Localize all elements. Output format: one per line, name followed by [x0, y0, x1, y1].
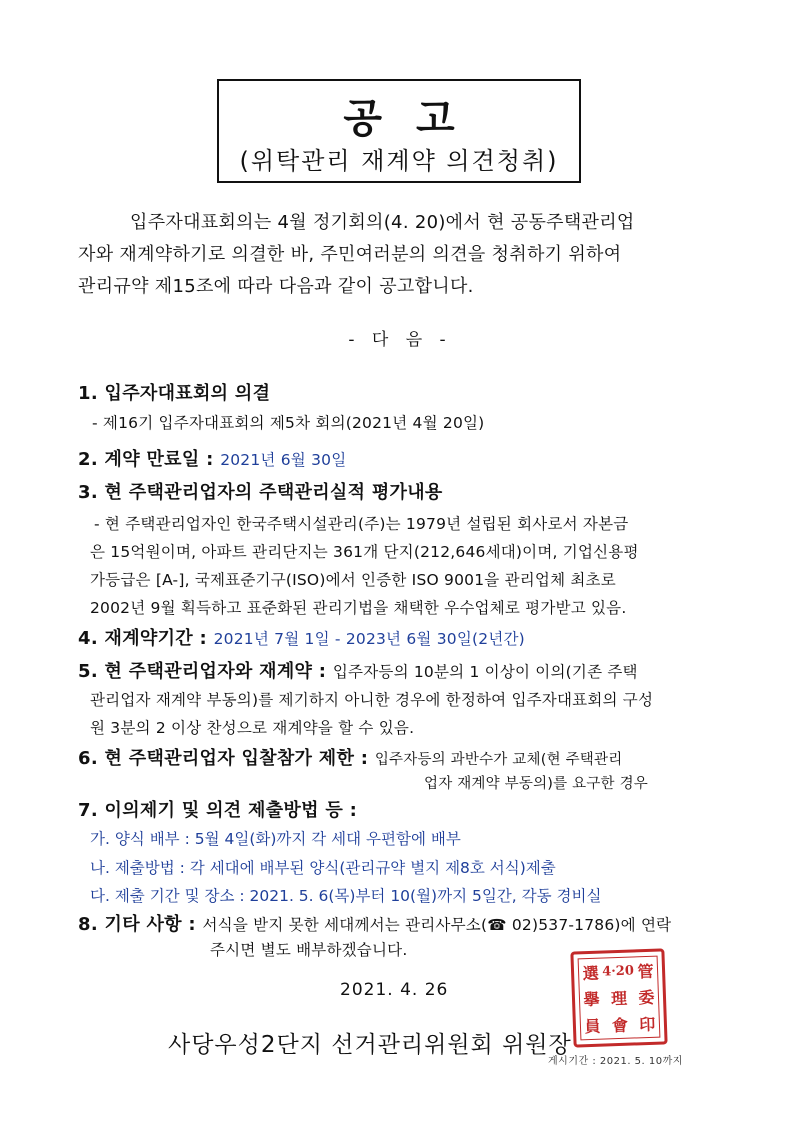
- section-8-line-2: 주시면 별도 배부하겠습니다.: [210, 941, 408, 959]
- section-5-line-2: 관리업자 재계약 부동의)를 제기하지 아니한 경우에 한정하여 입주자대표회의 구성: [90, 691, 654, 709]
- section-3-heading: 3. 현 주택관리업자의 주택관리실적 평가내용: [78, 482, 443, 503]
- seal-char-1: 選: [582, 963, 600, 984]
- section-5-heading: 5. 현 주택관리업자와 재계약 :: [78, 661, 327, 682]
- title-box: [217, 79, 581, 183]
- seal-char-7: 員: [584, 1016, 601, 1037]
- section-6-line-2: 업자 재계약 부동의)를 요구한 경우: [424, 776, 648, 792]
- section-8: [78, 910, 671, 936]
- seal-char-5: 理: [610, 989, 628, 1009]
- seal-char-8: 會: [611, 1015, 629, 1036]
- section-4-value: 2021년 7월 1일 - 2023년 6월 30일(2년간): [213, 630, 525, 648]
- section-2-heading: 2. 계약 만료일 :: [78, 449, 214, 470]
- intro-line-1: 입주자대표회의는 4월 정기회의(4. 20)에서 현 공동주택관리업: [130, 212, 635, 233]
- seal-char-3: 管: [637, 961, 654, 982]
- section-3-line-3: 가등급은 [A-], 국제표준기구(ISO)에서 인증한 ISO 9001을 관리업체 최초로: [90, 571, 616, 589]
- section-6-heading: 6. 현 주택관리업자 입찰참가 제한 :: [78, 748, 369, 769]
- signature: 사당우성2단지 선거관리위원회 위원장: [168, 1032, 572, 1058]
- section-7-item-na: 나. 제출방법 : 각 세대에 배부된 양식(관리규약 별지 제8호 서식)제출: [90, 859, 556, 877]
- section-8-line-1: 서식을 받지 못한 세대께서는 관리사무소(☎ 02)537-1786)에 연락: [202, 916, 672, 934]
- next-label: - 다 음 -: [348, 330, 452, 350]
- section-2-value: 2021년 6월 30일: [220, 451, 347, 469]
- section-5-line-3: 원 3분의 2 이상 찬성으로 재계약을 할 수 있음.: [90, 719, 415, 737]
- posting-period: 게시기간 : 2021. 5. 10까지: [548, 1056, 683, 1067]
- section-7-item-da: 다. 제출 기간 및 장소 : 2021. 5. 6(목)부터 10(월)까지 5일간, 각동 경비실: [90, 887, 602, 905]
- seal-char-6: 委: [638, 988, 655, 1008]
- section-3-line-4: 2002년 9월 획득하고 표준화된 관리기법을 채택한 우수업체로 평가받고 있음.: [90, 599, 627, 617]
- section-6-line-1: 입주자등의 과반수가 교체(현 주택관리: [374, 752, 623, 768]
- section-1-heading: 1. 입주자대표회의 의결: [78, 383, 271, 404]
- section-3-line-2: 은 15억원이며, 아파트 관리단지는 361개 단지(212,646세대)이며, 기업신용평: [90, 543, 639, 561]
- page-subtitle: (위탁관리 재계약 의견청취): [239, 147, 559, 175]
- section-4-heading: 4. 재계약기간 :: [78, 628, 208, 649]
- section-5: [78, 657, 638, 683]
- section-2: [78, 445, 346, 471]
- section-1-detail: - 제16기 입주자대표회의 제5차 회의(2021년 4월 20일): [92, 414, 485, 432]
- section-4: [78, 624, 525, 650]
- notice-date: 2021. 4. 26: [340, 980, 449, 1000]
- section-7-item-ga: 가. 양식 배부 : 5월 4일(화)까지 각 세대 우편함에 배부: [90, 830, 461, 848]
- section-6: [78, 744, 622, 770]
- intro-line-2: 자와 재계약하기로 의결한 바, 주민여러분의 의견을 청취하기 위하여: [78, 244, 622, 265]
- seal-char-2: 4·20: [601, 963, 635, 980]
- section-8-heading: 8. 기타 사항 :: [78, 914, 196, 935]
- page-title: 공고: [343, 96, 489, 142]
- section-5-line-1: 입주자등의 10분의 1 이상이 이의(기존 주택: [332, 663, 638, 681]
- intro-line-3: 관리규약 제15조에 따라 다음과 같이 공고합니다.: [78, 276, 474, 297]
- seal-char-4: 擧: [583, 990, 600, 1010]
- seal-char-9: 印: [639, 1014, 656, 1035]
- official-seal: [570, 948, 667, 1047]
- section-3-line-1: - 현 주택관리업자인 한국주택시설관리(주)는 1979년 설립된 회사로서 자본금: [94, 515, 629, 533]
- section-7-heading: 7. 이의제기 및 의견 제출방법 등 :: [78, 800, 358, 821]
